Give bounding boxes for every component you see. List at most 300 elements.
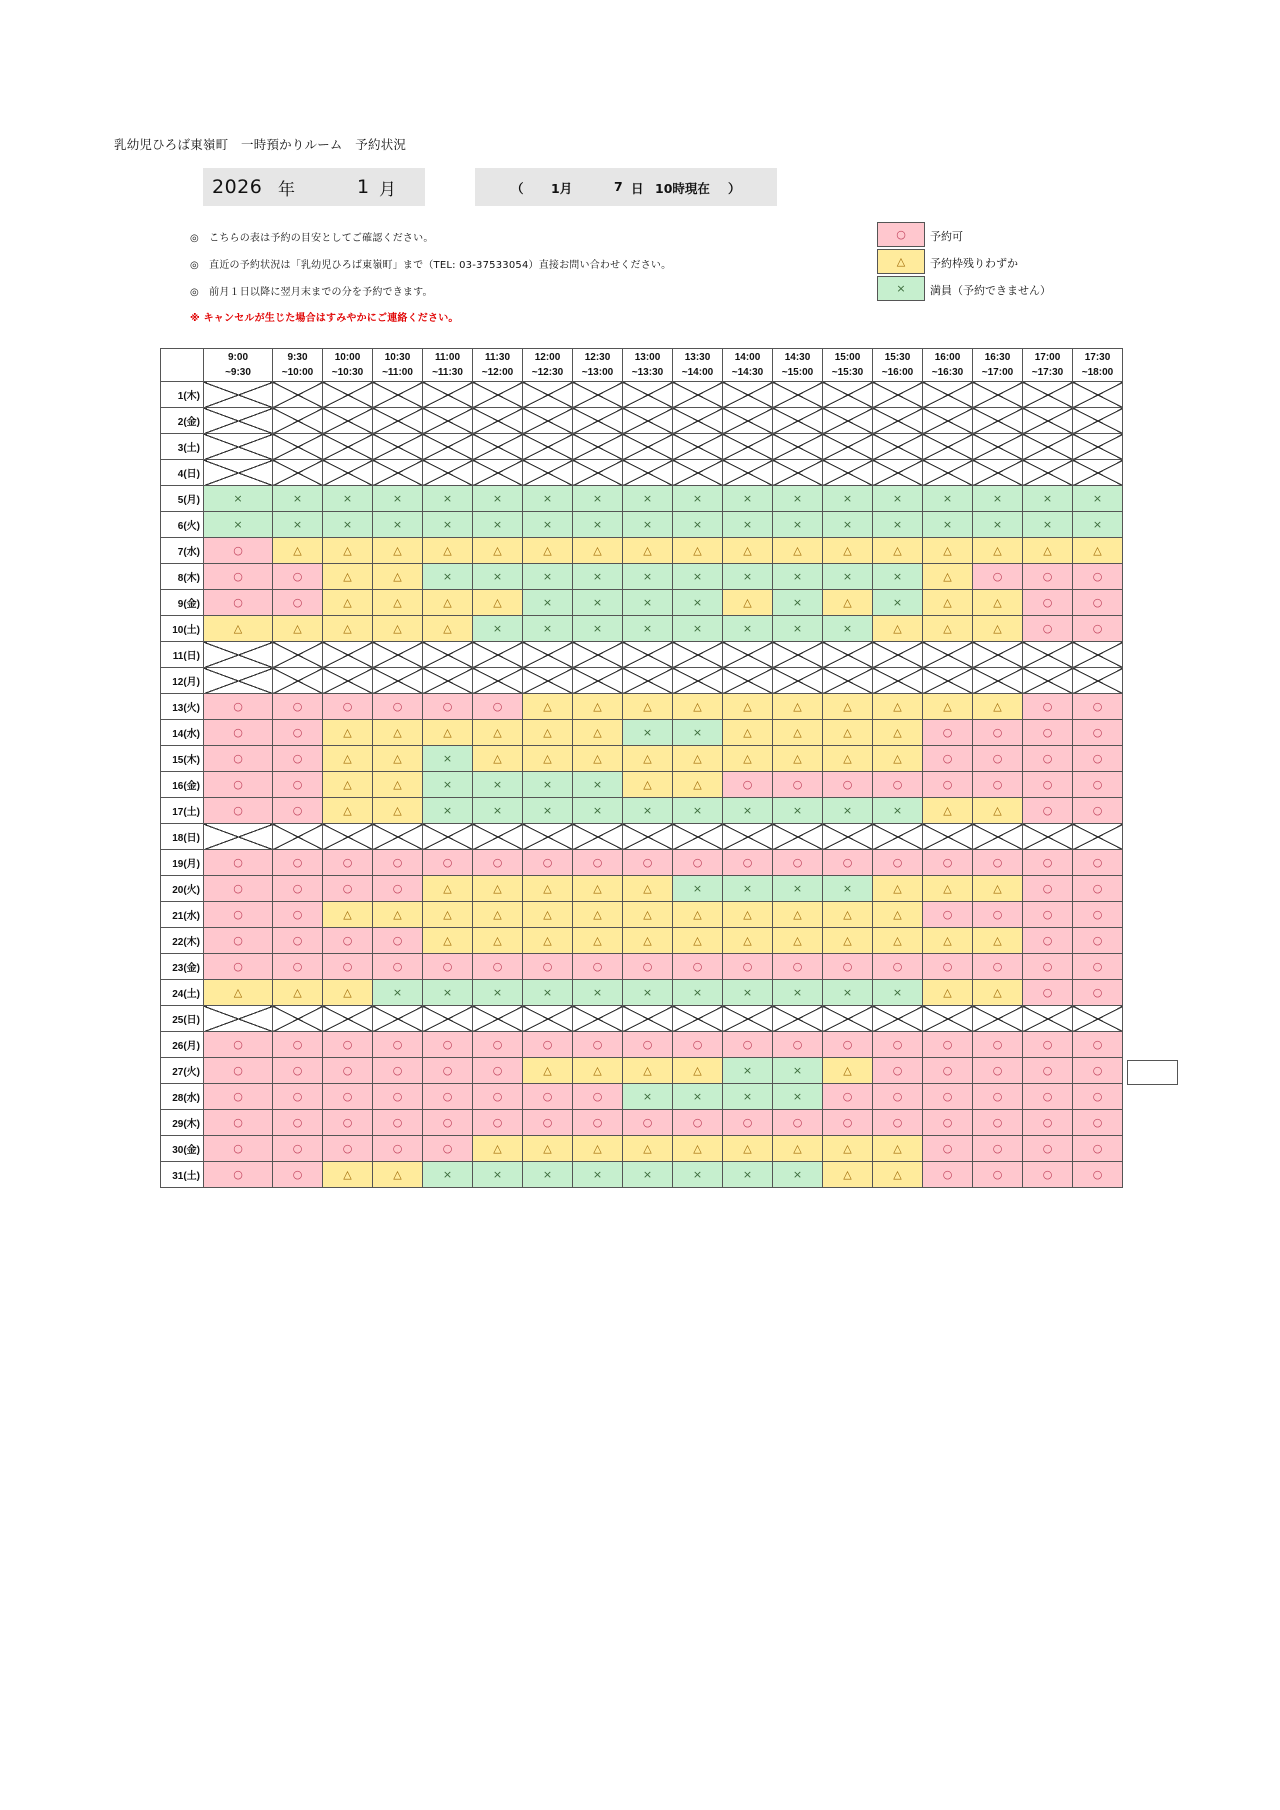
- table-row: [161, 1136, 1123, 1162]
- slot-closed: [1023, 408, 1073, 434]
- table-row: [161, 460, 1123, 486]
- slot-available: ○: [473, 954, 523, 980]
- slot-full: ×: [623, 564, 673, 590]
- slot-full: ×: [673, 564, 723, 590]
- slot-full: ×: [723, 564, 773, 590]
- slot-available: ○: [973, 772, 1023, 798]
- day-label: 6(火): [161, 512, 204, 538]
- slot-full: ×: [573, 486, 623, 512]
- slot-closed: [523, 1006, 573, 1032]
- time-slot-start: 12:30: [584, 352, 611, 363]
- table-row: [161, 850, 1123, 876]
- slot-few-left: △: [623, 1058, 673, 1084]
- slot-closed: [923, 382, 973, 408]
- slot-few-left: △: [623, 538, 673, 564]
- time-slot-end: ~12:00: [481, 367, 514, 378]
- slot-closed: [873, 642, 923, 668]
- slot-full: ×: [673, 1084, 723, 1110]
- slot-closed: [373, 434, 423, 460]
- slot-closed: [773, 434, 823, 460]
- slot-full: ×: [273, 512, 323, 538]
- slot-available: ○: [473, 694, 523, 720]
- slot-available: ○: [873, 772, 923, 798]
- slot-full: ×: [423, 564, 473, 590]
- time-slot-header: [573, 349, 623, 382]
- table-row: [161, 1032, 1123, 1058]
- slot-closed: [423, 434, 473, 460]
- slot-available: ○: [204, 1162, 273, 1188]
- time-slot-start: 11:00: [434, 352, 461, 363]
- time-slot-start: 9:30: [287, 352, 308, 363]
- slot-few-left: △: [573, 720, 623, 746]
- slot-few-left: △: [773, 720, 823, 746]
- empty-cell-box: [1127, 1060, 1178, 1085]
- slot-closed: [373, 408, 423, 434]
- day-label: 27(火): [161, 1058, 204, 1084]
- slot-closed: [273, 460, 323, 486]
- slot-full: ×: [673, 486, 723, 512]
- time-slot-start: 17:00: [1034, 352, 1061, 363]
- slot-closed: [523, 668, 573, 694]
- slot-available: ○: [423, 1136, 473, 1162]
- slot-available: ○: [973, 1162, 1023, 1188]
- slot-available: ○: [1023, 1136, 1073, 1162]
- slot-available: ○: [204, 746, 273, 772]
- slot-available: ○: [573, 1084, 623, 1110]
- year-month-box: [203, 168, 425, 206]
- slot-available: ○: [673, 850, 723, 876]
- slot-few-left: △: [773, 538, 823, 564]
- slot-available: ○: [1023, 1162, 1073, 1188]
- slot-available: ○: [273, 564, 323, 590]
- slot-closed: [204, 408, 273, 434]
- slot-closed: [373, 382, 423, 408]
- slot-available: ○: [204, 538, 273, 564]
- time-slot-end: ~10:00: [281, 367, 314, 378]
- time-slot-start: 17:30: [1084, 352, 1111, 363]
- slot-available: ○: [573, 1032, 623, 1058]
- slot-few-left: △: [723, 694, 773, 720]
- slot-closed: [273, 668, 323, 694]
- slot-closed: [323, 408, 373, 434]
- slot-full: ×: [773, 1084, 823, 1110]
- day-label: 13(火): [161, 694, 204, 720]
- time-slot-start: 13:00: [634, 352, 661, 363]
- month-value: 1: [357, 176, 370, 198]
- table-row: [161, 928, 1123, 954]
- slot-available: ○: [423, 1032, 473, 1058]
- slot-closed: [473, 460, 523, 486]
- slot-closed: [423, 382, 473, 408]
- time-slot-header: [973, 349, 1023, 382]
- day-label: 26(月): [161, 1032, 204, 1058]
- time-slot-start: 14:00: [734, 352, 761, 363]
- slot-few-left: △: [573, 928, 623, 954]
- time-slot-start: 10:00: [334, 352, 361, 363]
- slot-full: ×: [573, 590, 623, 616]
- time-slot-header: [773, 349, 823, 382]
- slot-closed: [1023, 382, 1073, 408]
- slot-available: ○: [1023, 1032, 1073, 1058]
- table-row: [161, 1058, 1123, 1084]
- day-label: 5(月): [161, 486, 204, 512]
- slot-few-left: △: [873, 720, 923, 746]
- slot-closed: [1073, 460, 1123, 486]
- slot-closed: [923, 434, 973, 460]
- day-label: 25(日): [161, 1006, 204, 1032]
- slot-available: ○: [323, 954, 373, 980]
- slot-available: ○: [1023, 694, 1073, 720]
- slot-available: ○: [323, 876, 373, 902]
- slot-available: ○: [204, 1110, 273, 1136]
- slot-closed: [373, 824, 423, 850]
- slot-available: ○: [623, 1032, 673, 1058]
- slot-full: ×: [823, 512, 873, 538]
- slot-full: ×: [723, 486, 773, 512]
- slot-closed: [673, 408, 723, 434]
- slot-full: ×: [823, 564, 873, 590]
- slot-few-left: △: [423, 902, 473, 928]
- slot-available: ○: [1073, 1136, 1123, 1162]
- slot-available: ○: [973, 1032, 1023, 1058]
- slot-available: ○: [923, 772, 973, 798]
- slot-available: ○: [1073, 1058, 1123, 1084]
- slot-available: ○: [1023, 980, 1073, 1006]
- slot-closed: [773, 642, 823, 668]
- slot-available: ○: [673, 1110, 723, 1136]
- slot-closed: [273, 434, 323, 460]
- slot-closed: [204, 434, 273, 460]
- slot-available: ○: [1023, 772, 1073, 798]
- slot-few-left: △: [673, 902, 723, 928]
- slot-full: ×: [623, 590, 673, 616]
- slot-available: ○: [273, 590, 323, 616]
- slot-closed: [773, 408, 823, 434]
- slot-closed: [523, 460, 573, 486]
- slot-few-left: △: [623, 694, 673, 720]
- slot-few-left: △: [323, 616, 373, 642]
- slot-few-left: △: [823, 1162, 873, 1188]
- slot-full: ×: [723, 1058, 773, 1084]
- slot-available: ○: [273, 772, 323, 798]
- time-slot-header: [873, 349, 923, 382]
- slot-available: ○: [723, 1032, 773, 1058]
- slot-available: ○: [973, 1058, 1023, 1084]
- slot-available: ○: [1073, 1084, 1123, 1110]
- note-3: ◎ 前月１日以降に翌月末までの分を予約できます。: [190, 287, 433, 298]
- slot-full: ×: [473, 512, 523, 538]
- slot-closed: [273, 642, 323, 668]
- slot-few-left: △: [373, 746, 423, 772]
- slot-available: ○: [273, 1162, 323, 1188]
- day-label: 12(月): [161, 668, 204, 694]
- slot-few-left: △: [723, 746, 773, 772]
- slot-closed: [273, 408, 323, 434]
- slot-available: ○: [273, 1032, 323, 1058]
- slot-full: ×: [723, 616, 773, 642]
- slot-few-left: △: [823, 1058, 873, 1084]
- day-label: 28(水): [161, 1084, 204, 1110]
- slot-available: ○: [204, 954, 273, 980]
- slot-available: ○: [1023, 928, 1073, 954]
- slot-few-left: △: [923, 980, 973, 1006]
- slot-few-left: △: [473, 720, 523, 746]
- slot-closed: [823, 1006, 873, 1032]
- slot-closed: [673, 460, 723, 486]
- slot-available: ○: [1023, 876, 1073, 902]
- slot-closed: [673, 824, 723, 850]
- slot-available: ○: [773, 772, 823, 798]
- reservation-grid: [160, 348, 1123, 1188]
- slot-closed: [573, 642, 623, 668]
- slot-available: ○: [473, 1058, 523, 1084]
- slot-available: ○: [473, 1084, 523, 1110]
- time-slot-header: [723, 349, 773, 382]
- slot-full: ×: [673, 590, 723, 616]
- slot-available: ○: [1073, 980, 1123, 1006]
- slot-full: ×: [1023, 512, 1073, 538]
- slot-closed: [423, 668, 473, 694]
- slot-full: ×: [623, 512, 673, 538]
- slot-closed: [523, 382, 573, 408]
- slot-few-left: △: [773, 902, 823, 928]
- slot-closed: [1073, 668, 1123, 694]
- slot-few-left: △: [873, 902, 923, 928]
- slot-closed: [723, 460, 773, 486]
- slot-full: ×: [873, 590, 923, 616]
- slot-available: ○: [423, 954, 473, 980]
- slot-full: ×: [1023, 486, 1073, 512]
- slot-few-left: △: [323, 746, 373, 772]
- slot-few-left: △: [523, 1136, 573, 1162]
- slot-few-left: △: [623, 772, 673, 798]
- slot-available: ○: [1023, 590, 1073, 616]
- slot-closed: [723, 434, 773, 460]
- table-row: [161, 954, 1123, 980]
- slot-available: ○: [1023, 798, 1073, 824]
- slot-few-left: △: [823, 1136, 873, 1162]
- table-row: [161, 382, 1123, 408]
- slot-closed: [273, 382, 323, 408]
- slot-available: ○: [373, 850, 423, 876]
- day-label: 3(土): [161, 434, 204, 460]
- table-row: [161, 590, 1123, 616]
- slot-closed: [823, 382, 873, 408]
- slot-closed: [523, 408, 573, 434]
- slot-available: ○: [1023, 850, 1073, 876]
- slot-few-left: △: [373, 720, 423, 746]
- slot-available: ○: [1023, 1058, 1073, 1084]
- slot-full: ×: [523, 564, 573, 590]
- slot-few-left: △: [673, 694, 723, 720]
- slot-closed: [573, 824, 623, 850]
- slot-available: ○: [204, 1084, 273, 1110]
- table-row: [161, 902, 1123, 928]
- slot-few-left: △: [673, 1136, 723, 1162]
- note-1: ◎ こちらの表は予約の目安としてご確認ください。: [190, 233, 434, 244]
- time-slot-end: ~10:30: [331, 367, 364, 378]
- slot-few-left: △: [623, 746, 673, 772]
- slot-closed: [923, 460, 973, 486]
- slot-available: ○: [1073, 1162, 1123, 1188]
- slot-available: ○: [823, 772, 873, 798]
- table-row: [161, 668, 1123, 694]
- slot-available: ○: [573, 954, 623, 980]
- slot-available: ○: [1073, 616, 1123, 642]
- day-label: 31(土): [161, 1162, 204, 1188]
- slot-available: ○: [1023, 902, 1073, 928]
- slot-closed: [873, 668, 923, 694]
- slot-few-left: △: [373, 798, 423, 824]
- slot-few-left: △: [523, 694, 573, 720]
- as-of-day: 7: [614, 179, 623, 194]
- slot-closed: [623, 408, 673, 434]
- slot-full: ×: [1073, 512, 1123, 538]
- slot-few-left: △: [923, 694, 973, 720]
- time-slot-end: ~11:00: [382, 367, 413, 378]
- slot-available: ○: [1073, 772, 1123, 798]
- slot-full: ×: [773, 1162, 823, 1188]
- day-label: 10(土): [161, 616, 204, 642]
- slot-full: ×: [423, 746, 473, 772]
- slot-few-left: △: [373, 564, 423, 590]
- slot-available: ○: [1073, 876, 1123, 902]
- slot-few-left: △: [973, 694, 1023, 720]
- slot-full: ×: [923, 512, 973, 538]
- slot-closed: [523, 824, 573, 850]
- slot-closed: [873, 434, 923, 460]
- slot-available: ○: [204, 902, 273, 928]
- table-row: [161, 824, 1123, 850]
- slot-available: ○: [473, 850, 523, 876]
- slot-full: ×: [823, 616, 873, 642]
- slot-available: ○: [673, 954, 723, 980]
- slot-few-left: △: [373, 538, 423, 564]
- legend-swatch-available: ○: [877, 222, 925, 247]
- slot-available: ○: [323, 1032, 373, 1058]
- slot-full: ×: [423, 1162, 473, 1188]
- time-slot-end: ~11:30: [432, 367, 463, 378]
- slot-few-left: △: [823, 538, 873, 564]
- slot-few-left: △: [523, 1058, 573, 1084]
- slot-full: ×: [823, 980, 873, 1006]
- slot-available: ○: [973, 1084, 1023, 1110]
- slot-few-left: △: [873, 876, 923, 902]
- slot-few-left: △: [823, 720, 873, 746]
- slot-available: ○: [773, 954, 823, 980]
- slot-few-left: △: [973, 980, 1023, 1006]
- slot-closed: [1073, 1006, 1123, 1032]
- slot-few-left: △: [873, 1136, 923, 1162]
- day-label: 11(日): [161, 642, 204, 668]
- time-slot-end: ~16:00: [881, 367, 914, 378]
- slot-closed: [423, 460, 473, 486]
- slot-available: ○: [1073, 694, 1123, 720]
- slot-closed: [723, 382, 773, 408]
- slot-full: ×: [323, 512, 373, 538]
- slot-few-left: △: [323, 538, 373, 564]
- slot-closed: [623, 460, 673, 486]
- slot-full: ×: [623, 798, 673, 824]
- slot-available: ○: [1073, 746, 1123, 772]
- slot-available: ○: [573, 850, 623, 876]
- slot-available: ○: [1073, 928, 1123, 954]
- slot-closed: [473, 824, 523, 850]
- time-slot-header: [673, 349, 723, 382]
- slot-full: ×: [523, 980, 573, 1006]
- slot-available: ○: [323, 1084, 373, 1110]
- slot-few-left: △: [723, 538, 773, 564]
- slot-few-left: △: [973, 876, 1023, 902]
- time-slot-start: 10:30: [384, 352, 411, 363]
- table-row: [161, 772, 1123, 798]
- slot-closed: [823, 668, 873, 694]
- day-label: 2(金): [161, 408, 204, 434]
- slot-full: ×: [523, 798, 573, 824]
- slot-available: ○: [373, 1084, 423, 1110]
- slot-available: ○: [873, 850, 923, 876]
- table-row: [161, 746, 1123, 772]
- as-of-day-unit: 日: [631, 181, 644, 196]
- table-row: [161, 876, 1123, 902]
- slot-full: ×: [673, 876, 723, 902]
- slot-available: ○: [423, 694, 473, 720]
- time-slot-header: [923, 349, 973, 382]
- table-row: [161, 1110, 1123, 1136]
- slot-few-left: △: [723, 590, 773, 616]
- slot-few-left: △: [973, 538, 1023, 564]
- slot-few-left: △: [523, 928, 573, 954]
- slot-full: ×: [373, 512, 423, 538]
- slot-few-left: △: [1073, 538, 1123, 564]
- slot-few-left: △: [723, 1136, 773, 1162]
- slot-available: ○: [1023, 564, 1073, 590]
- slot-few-left: △: [873, 694, 923, 720]
- time-slot-start: 16:00: [934, 352, 961, 363]
- table-row: [161, 538, 1123, 564]
- slot-few-left: △: [823, 694, 873, 720]
- slot-full: ×: [773, 1058, 823, 1084]
- time-slot-end: ~14:00: [681, 367, 714, 378]
- slot-closed: [873, 824, 923, 850]
- slot-closed: [923, 408, 973, 434]
- time-slot-start: 16:30: [984, 352, 1011, 363]
- day-label: 7(水): [161, 538, 204, 564]
- slot-available: ○: [523, 1110, 573, 1136]
- slot-available: ○: [373, 1032, 423, 1058]
- slot-few-left: △: [773, 694, 823, 720]
- slot-full: ×: [723, 876, 773, 902]
- slot-available: ○: [923, 850, 973, 876]
- slot-full: ×: [323, 486, 373, 512]
- slot-closed: [523, 434, 573, 460]
- slot-closed: [823, 434, 873, 460]
- slot-few-left: △: [573, 876, 623, 902]
- slot-full: ×: [473, 486, 523, 512]
- page-title: 乳幼児ひろば東嶺町 一時預かりルーム 予約状況: [114, 137, 407, 152]
- slot-available: ○: [204, 876, 273, 902]
- table-row: [161, 512, 1123, 538]
- slot-few-left: △: [773, 928, 823, 954]
- slot-closed: [204, 642, 273, 668]
- slot-few-left: △: [973, 928, 1023, 954]
- slot-few-left: △: [523, 876, 573, 902]
- time-slot-end: ~15:00: [781, 367, 814, 378]
- slot-closed: [973, 1006, 1023, 1032]
- slot-closed: [1023, 824, 1073, 850]
- slot-closed: [1023, 1006, 1073, 1032]
- slot-few-left: △: [673, 538, 723, 564]
